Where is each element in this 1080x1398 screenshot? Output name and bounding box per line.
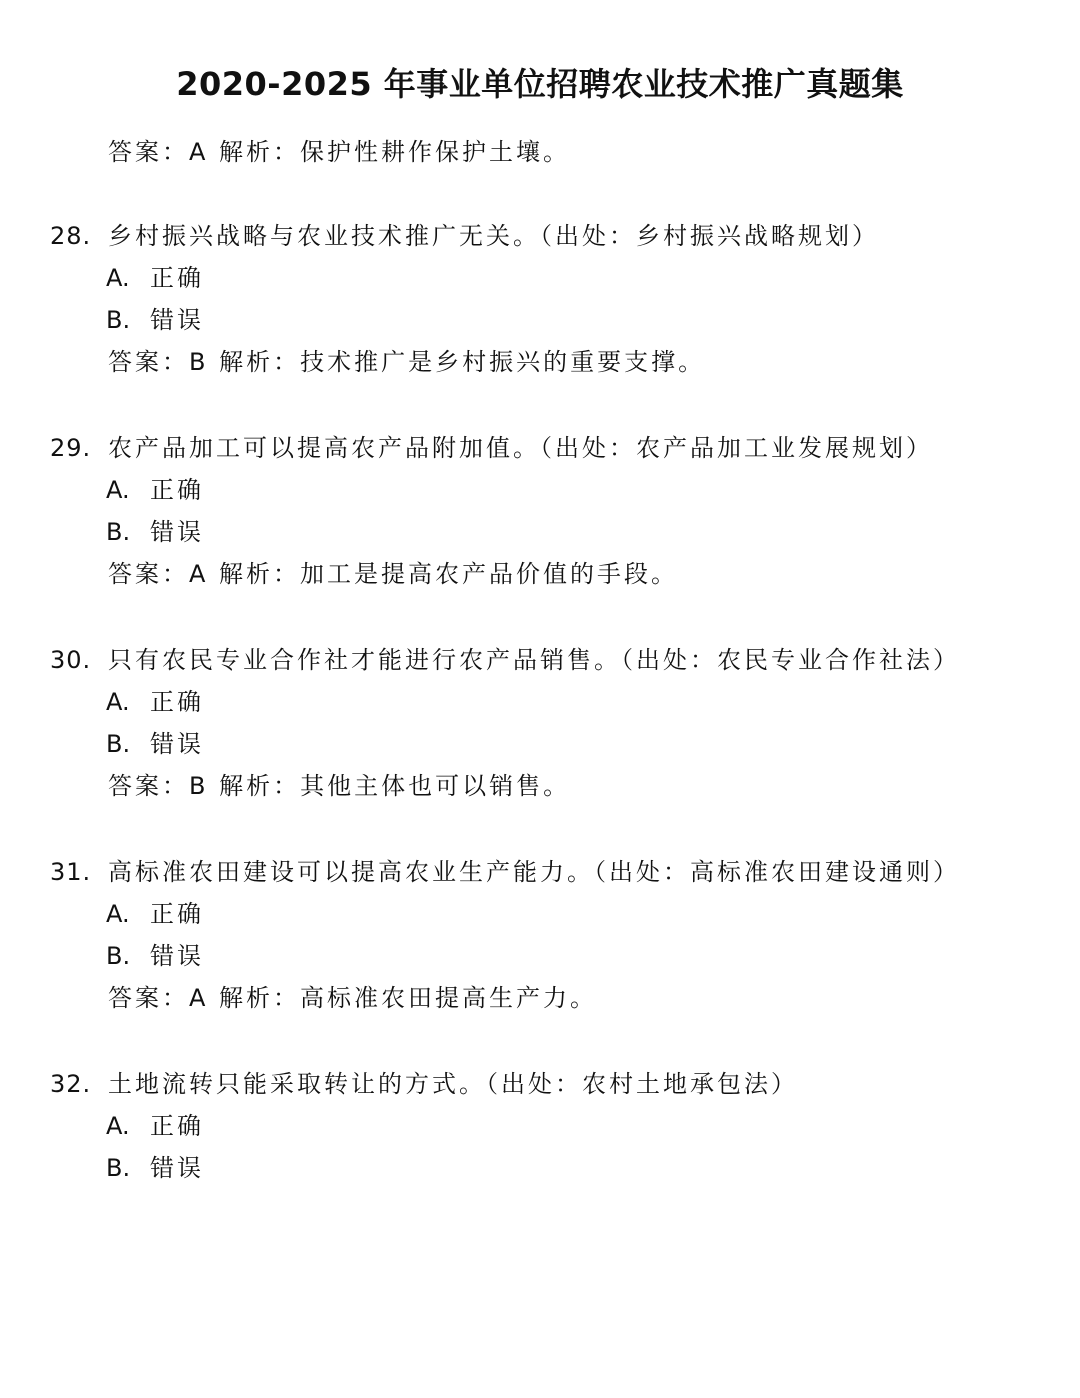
answer-line: 答案：A 解析：加工是提高农产品价值的手段。 [108, 560, 679, 588]
question-number: 29. [50, 434, 92, 462]
option-letter: B. [106, 518, 131, 546]
option-b [106, 304, 204, 336]
option-label: 正确 [150, 264, 204, 292]
option-label: 正确 [150, 900, 204, 928]
option-b [106, 728, 204, 760]
option-letter: B. [106, 730, 131, 758]
option-b [106, 940, 204, 972]
option-label: 错误 [150, 730, 204, 758]
question-number: 32. [50, 1070, 92, 1098]
option-letter: A. [106, 1112, 130, 1140]
prev-answer: 答案：A 解析：保护性耕作保护土壤。 [108, 138, 571, 166]
option-a [106, 898, 204, 930]
option-label: 错误 [150, 306, 204, 334]
option-label: 正确 [150, 688, 204, 716]
option-letter: B. [106, 306, 131, 334]
question-number: 31. [50, 858, 92, 886]
option-a [106, 686, 204, 718]
question-text: 土地流转只能采取转让的方式。（出处：农村土地承包法） [108, 1070, 798, 1098]
option-letter: B. [106, 942, 131, 970]
option-label: 错误 [150, 942, 204, 970]
question-number: 30. [50, 646, 92, 674]
option-label: 正确 [150, 476, 204, 504]
option-label: 正确 [150, 1112, 204, 1140]
option-label: 错误 [150, 1154, 204, 1182]
question-text: 高标准农田建设可以提高农业生产能力。（出处：高标准农田建设通则） [108, 858, 960, 886]
page-title: 2020-2025 年事业单位招聘农业技术推广真题集 [176, 65, 904, 103]
option-a [106, 262, 204, 294]
option-letter: A. [106, 688, 130, 716]
option-label: 错误 [150, 518, 204, 546]
option-a [106, 1110, 204, 1142]
option-letter: A. [106, 476, 130, 504]
answer-line: 答案：B 解析：技术推广是乡村振兴的重要支撑。 [108, 348, 706, 376]
question-text: 只有农民专业合作社才能进行农产品销售。（出处：农民专业合作社法） [108, 646, 960, 674]
option-a [106, 474, 204, 506]
option-letter: A. [106, 900, 130, 928]
answer-line: 答案：A 解析：高标准农田提高生产力。 [108, 984, 598, 1012]
answer-line: 答案：B 解析：其他主体也可以销售。 [108, 772, 571, 800]
question-number: 28. [50, 222, 92, 250]
question-text: 乡村振兴战略与农业技术推广无关。（出处：乡村振兴战略规划） [108, 222, 879, 250]
option-letter: B. [106, 1154, 131, 1182]
option-letter: A. [106, 264, 130, 292]
option-b [106, 516, 204, 548]
question-text: 农产品加工可以提高农产品附加值。（出处：农产品加工业发展规划） [108, 434, 933, 462]
option-b [106, 1152, 204, 1184]
